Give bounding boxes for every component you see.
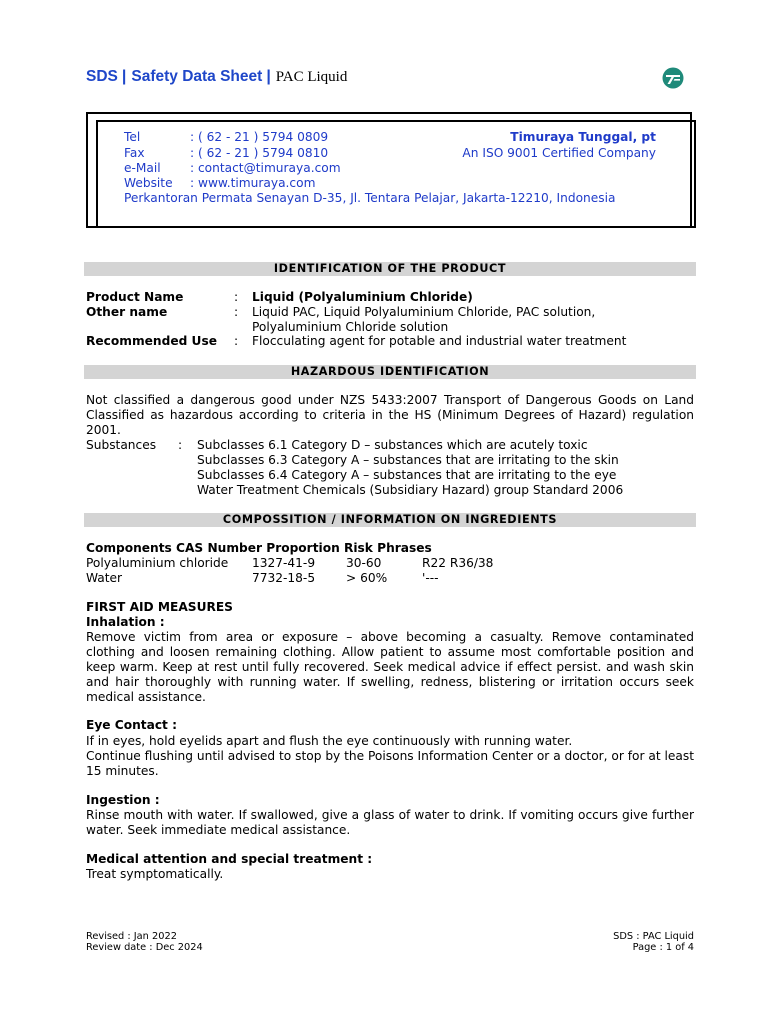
- ingestion-label: Ingestion :: [86, 793, 160, 807]
- proportion-cell: > 60%: [346, 571, 388, 585]
- substance-item: Subclasses 6.4 Category A – substances that are irritating to the eye: [197, 468, 617, 482]
- other-name-label: Other name: [86, 305, 168, 319]
- revised-date: Revised : Jan 2022: [86, 931, 177, 942]
- colon: :: [234, 305, 239, 319]
- fax-label: Fax: [124, 146, 145, 160]
- component-cell: Polyaluminium chloride: [86, 556, 229, 570]
- colon: :: [234, 334, 239, 348]
- eye-contact-label: Eye Contact :: [86, 718, 177, 732]
- email-label: e-Mail: [124, 161, 161, 175]
- first-aid-heading: FIRST AID MEASURES: [86, 600, 233, 614]
- section-heading-hazard: HAZARDOUS IDENTIFICATION: [84, 365, 696, 379]
- substance-item: Subclasses 6.1 Category D – substances which are acutely toxic: [197, 438, 588, 452]
- colon: :: [234, 290, 239, 304]
- website-value[interactable]: : www.timuraya.com: [190, 176, 316, 190]
- title-separator: |: [121, 68, 127, 85]
- composition-table-header: Components CAS Number Proportion Risk Phrases: [86, 541, 432, 555]
- email-line: [124, 161, 341, 175]
- tel-line: [124, 130, 328, 144]
- cas-cell: 7732-18-5: [252, 571, 316, 585]
- risk-cell: R22 R36/38: [422, 556, 494, 570]
- colon: :: [178, 438, 183, 452]
- fax-line: [124, 146, 328, 160]
- website-line: [124, 176, 315, 190]
- ingestion-text: Rinse mouth with water. If swallowed, give a glass of water to drink. If vomiting occurs give further water. Seek immediate medical assistance.: [86, 808, 694, 837]
- other-name-value-line2: Polyaluminium Chloride solution: [252, 320, 449, 334]
- inhalation-text: Remove victim from area or exposure – above becoming a casualty. Remove contaminated clothing and loosen remaining clothing. Allow patient to assume most comfortable position and keep warm. Keep at rest until fully recovered. Seek medical advice if effect persist. and wash skin and hair thoroughly with running water. If swelling, redness, blistering or irritation occurs seek medical assistance.: [86, 630, 694, 704]
- document-title: [86, 68, 347, 86]
- recommended-use-value: Flocculating agent for potable and industrial water treatment: [252, 334, 627, 348]
- section-heading-composition: COMPOSSITION / INFORMATION ON INGREDIENTS: [84, 513, 696, 527]
- tel-label: Tel: [124, 130, 141, 144]
- title-separator: |: [266, 68, 271, 85]
- sheet-title: Safety Data Sheet: [131, 68, 263, 85]
- medical-attention-text: Treat symptomatically.: [86, 867, 224, 881]
- component-cell: Water: [86, 571, 123, 585]
- substance-item: Subclasses 6.3 Category A – substances that are irritating to the skin: [197, 453, 619, 467]
- eye-contact-text: Continue flushing until advised to stop by the Poisons Information Center or a doctor, or for at least 15 minutes.: [86, 749, 694, 778]
- other-name-value-line1: Liquid PAC, Liquid Polyaluminium Chloride, PAC solution,: [252, 305, 596, 319]
- product-name-label: Product Name: [86, 290, 184, 304]
- page-number: Page : 1 of 4: [632, 942, 694, 953]
- tel-value: : ( 62 - 21 ) 5794 0809: [190, 130, 329, 144]
- recommended-use-label: Recommended Use: [86, 334, 217, 348]
- product-name-value: Liquid (Polyaluminium Chloride): [252, 290, 473, 304]
- medical-attention-label: Medical attention and special treatment :: [86, 852, 373, 866]
- proportion-cell: 30-60: [346, 556, 382, 570]
- inhalation-label: Inhalation :: [86, 615, 165, 629]
- substance-item: Water Treatment Chemicals (Subsidiary Hazard) group Standard 2006: [197, 483, 624, 497]
- review-date: Review date : Dec 2024: [86, 942, 203, 953]
- section-heading-identification: IDENTIFICATION OF THE PRODUCT: [84, 262, 696, 276]
- address-line: Perkantoran Permata Senayan D-35, Jl. Tentara Pelajar, Jakarta-12210, Indonesia: [124, 191, 616, 205]
- cas-cell: 1327-41-9: [252, 556, 316, 570]
- footer-doc-name: SDS : PAC Liquid: [613, 931, 694, 942]
- product-title: PAC Liquid: [275, 69, 348, 85]
- risk-cell: '---: [422, 571, 439, 585]
- email-value[interactable]: : contact@timuraya.com: [190, 161, 341, 175]
- website-label: Website: [124, 176, 173, 190]
- sds-label: SDS: [86, 68, 118, 85]
- eye-contact-text-line1: If in eyes, hold eyelids apart and flush the eye continuously with running water.: [86, 734, 573, 748]
- company-name: Timuraya Tunggal, pt: [510, 130, 656, 144]
- hazard-paragraph: Not classified a dangerous good under NZS 5433:2007 Transport of Dangerous Goods on Land Classified as hazardous according to criteria in the HS (Minimum Degrees of Hazard) regulation 2001.: [86, 393, 694, 437]
- fax-value: : ( 62 - 21 ) 5794 0810: [190, 146, 329, 160]
- company-logo-icon: [662, 67, 684, 89]
- company-certification: An ISO 9001 Certified Company: [462, 146, 656, 160]
- substances-label: Substances: [86, 438, 157, 452]
